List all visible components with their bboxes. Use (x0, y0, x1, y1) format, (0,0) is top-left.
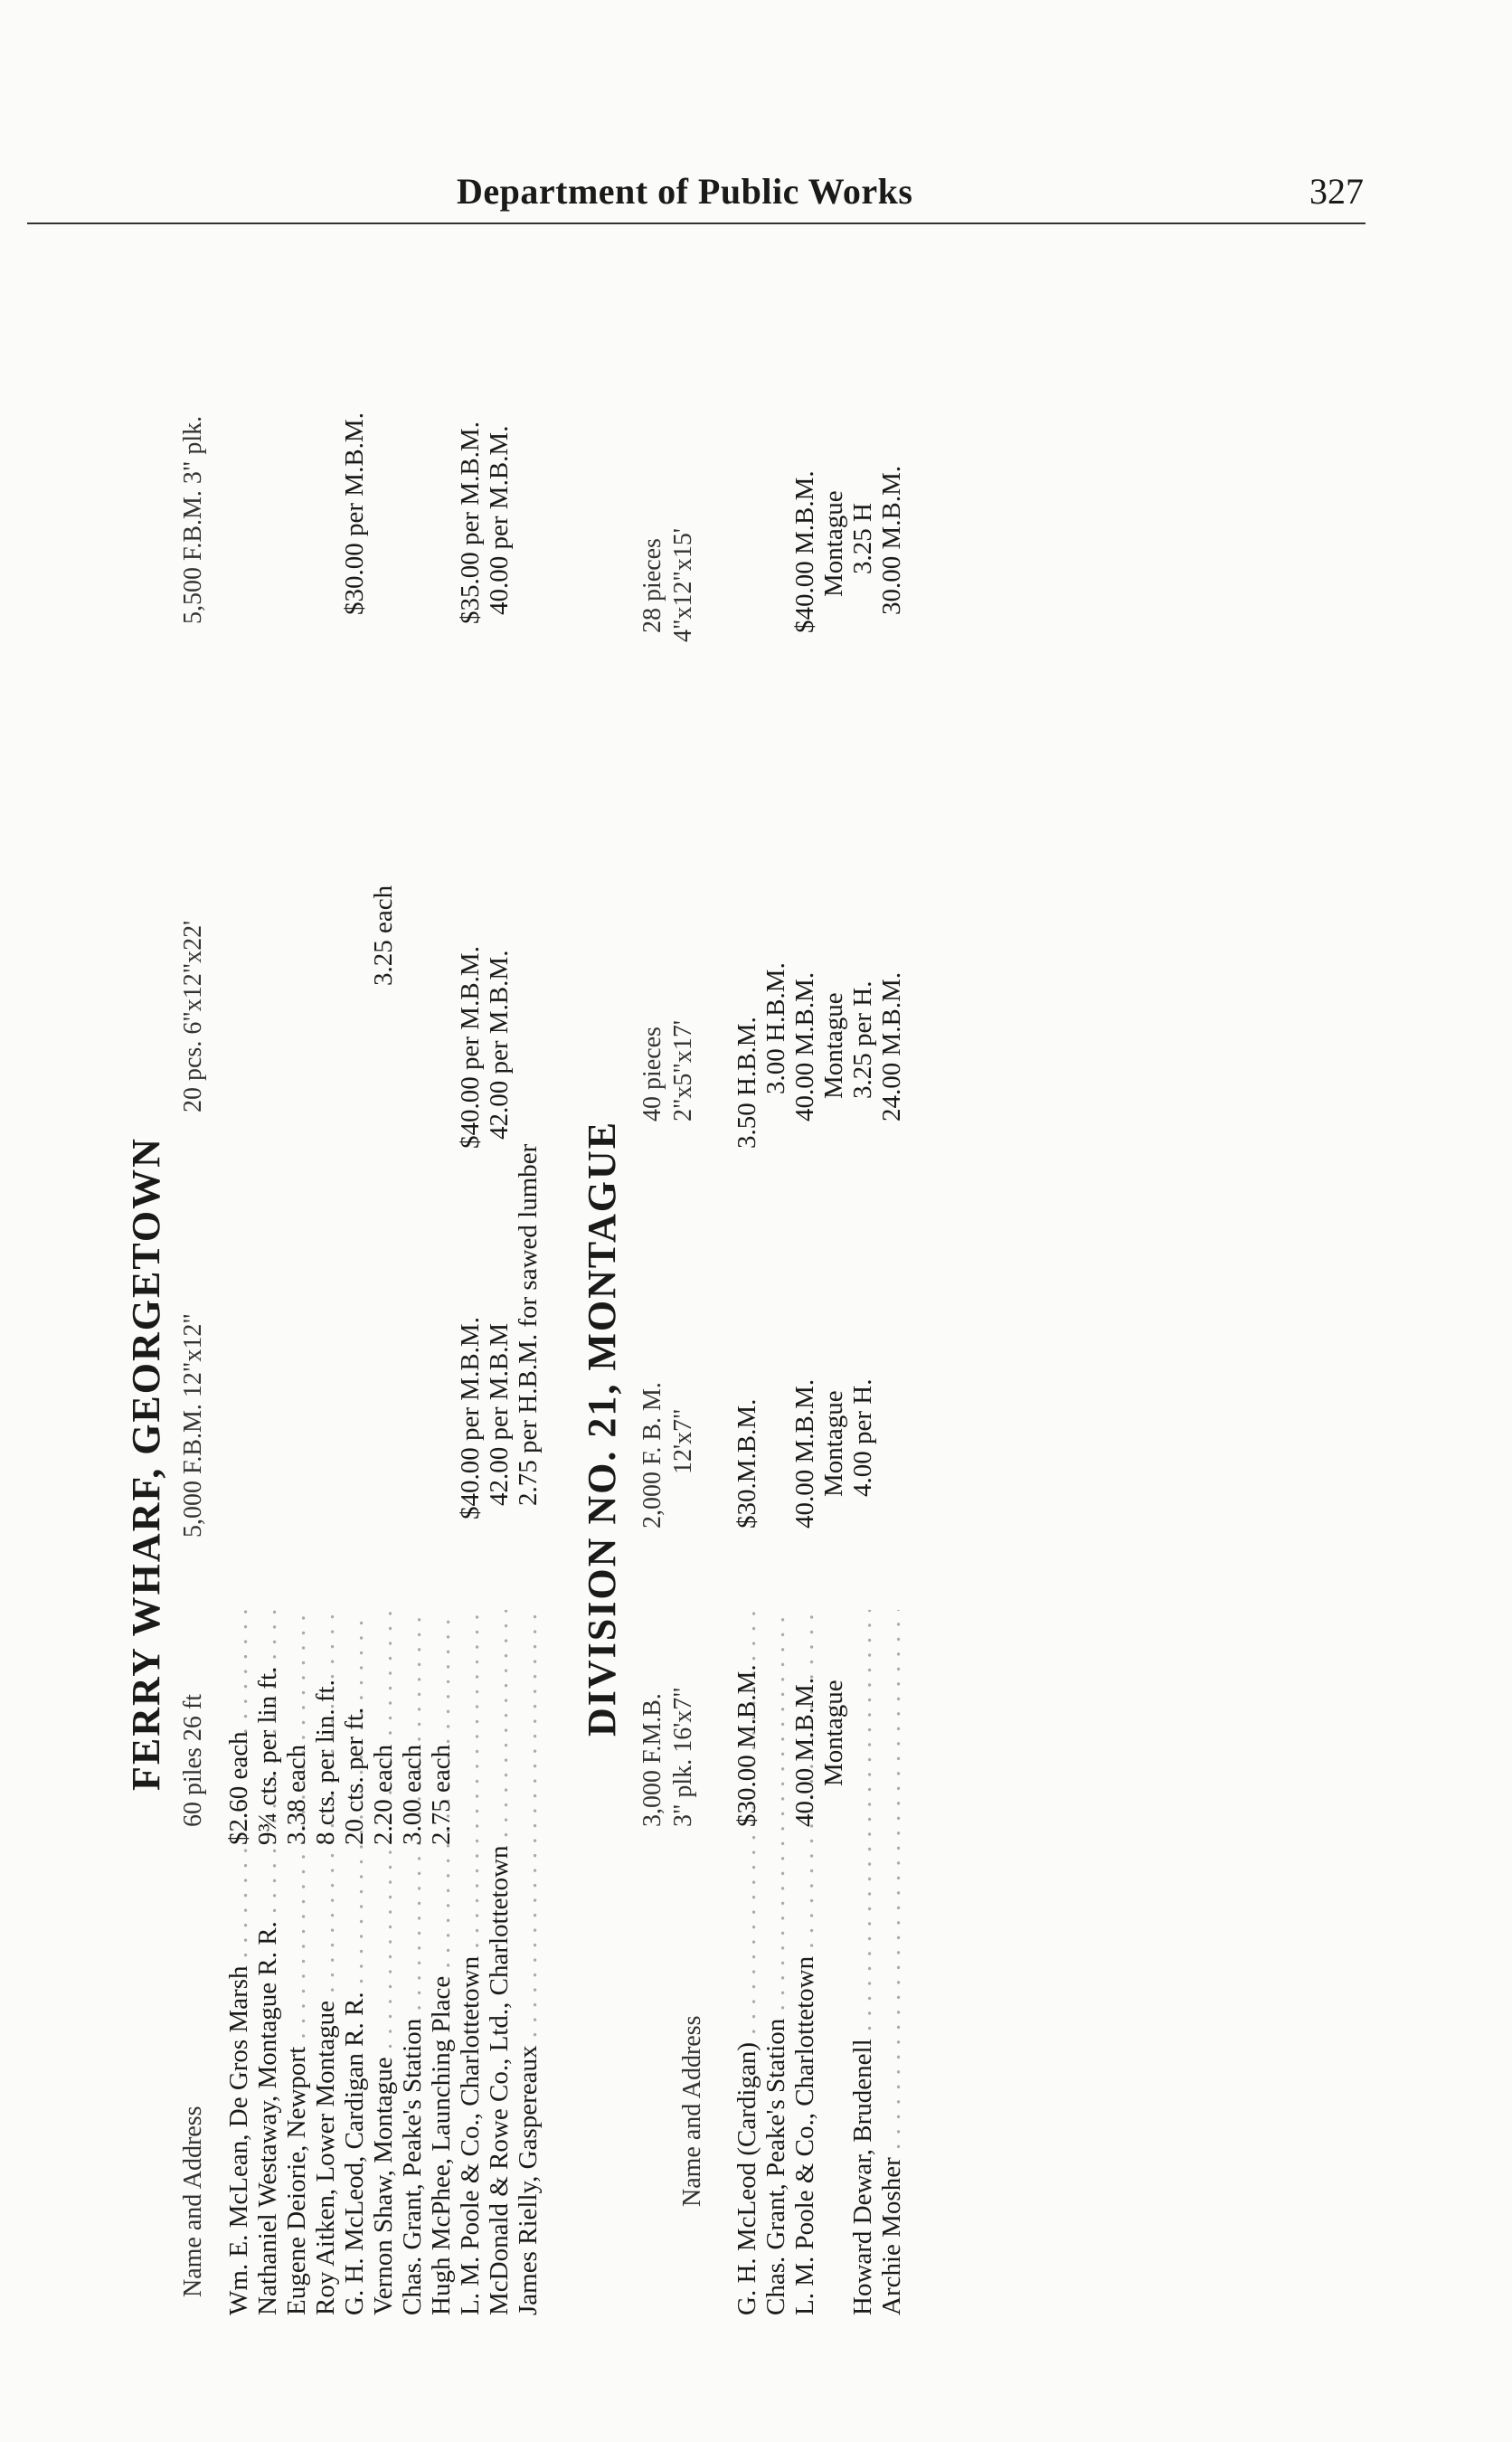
page-number: 327 (1309, 171, 1364, 212)
row-col-1: 9¾ cts. per lin ft. (253, 1666, 282, 1845)
row-name: Nathaniel Westaway, Montague R. R. . . . (253, 1610, 282, 2315)
col-header-2a: 2,000 F. B. M. (638, 1382, 666, 1529)
row-name: Roy Aitken, Lower Montague . . . (311, 1610, 340, 2315)
row-col-2: $30.M.B.M. (732, 1398, 761, 1529)
row-col-3: 40.00 M.B.M. (790, 971, 819, 1122)
row-name: Chas. Grant, Peake's Station . . . (398, 1610, 427, 2315)
row-name: McDonald & Rowe Co., Ltd., Charlottetown . . . (485, 1610, 514, 2315)
col-header-4: 5,500 F.B.M. 3" plk. (179, 415, 207, 624)
col-header-4a: 28 pieces (638, 538, 666, 633)
row-col-4: $35.00 per M.B.M. (456, 421, 485, 624)
row-col-1-line2: Montague (819, 1680, 848, 1786)
row-name: L. M. Poole & Co., Charlottetown . . . (790, 1610, 819, 2315)
row-col-1: $2.60 each (224, 1731, 253, 1845)
row-col-4-line2: Montague (819, 490, 848, 597)
col-header-3: 20 pcs. 6"x12"x22' (179, 920, 207, 1112)
row-col-4-line3: 3.25 H (848, 503, 877, 574)
row-col-3: 42.00 per M.B.M. (485, 950, 514, 1140)
row-col-4: $40.00 M.B.M. (790, 470, 819, 633)
row-col-1: 40.00 M.B.M. (790, 1677, 819, 1827)
row-name: Wm. E. McLean, De Gros Marsh . . . (224, 1610, 253, 2315)
col-header-1: 60 piles 26 ft (179, 1694, 207, 1827)
col-header-2: 5,000 F.B.M. 12"x12" (179, 1313, 207, 1538)
col-header-1a: 3,000 F.M.B. (638, 1693, 666, 1827)
row-col-4: 40.00 per M.B.M. (485, 425, 514, 615)
row-col-1: 2.75 each (427, 1744, 456, 1845)
page-header (0, 163, 1512, 235)
row-col-2: 2.75 per H.B.M. for sawed lumber (514, 1143, 543, 1506)
col-header-3b: 2"x5"x17' (669, 1020, 697, 1122)
section-title: FERRY WHARF, GEORGETOWN (124, 1137, 168, 1791)
row-col-2: 42.00 per M.B.M (485, 1322, 514, 1506)
row-col-3: 3.00 H.B.M. (761, 962, 790, 1094)
row-col-1: $30.00 M.B.M. (732, 1664, 761, 1827)
row-col-1: 3.38 each (282, 1744, 311, 1845)
row-col-3: 24.00 M.B.M. (877, 971, 906, 1122)
col-header-3a: 40 pieces (638, 1027, 666, 1122)
row-name: L. M. Poole & Co., Charlottetown . . . (456, 1610, 485, 2315)
col-header-2b: 12'x7" (669, 1408, 697, 1474)
rotated-table-body (118, 235, 1384, 2315)
col-header-name: Name and Address (179, 2106, 207, 2297)
row-col-2: 40.00 M.B.M. (790, 1378, 819, 1529)
row-name: Eugene Deiorie, Newport . . . (282, 1610, 311, 2315)
row-name: Vernon Shaw, Montague . . . (369, 1610, 398, 2315)
row-col-3: $40.00 per M.B.M. (456, 946, 485, 1149)
page-title: Department of Public Works (457, 171, 913, 212)
col-header-4b: 4"x12"x15' (669, 528, 697, 642)
row-col-1: 20 cts. per ft. (340, 1707, 369, 1845)
row-name: G. H. McLeod, Cardigan R. R. . . . (340, 1610, 369, 2315)
row-col-2: $40.00 per M.B.M. (456, 1317, 485, 1519)
row-col-4: 30.00 M.B.M. (877, 465, 906, 615)
row-col-1: 8 cts. per lin. ft. (311, 1680, 340, 1845)
row-name: Archie Mosher . . . (877, 1610, 906, 2315)
row-name: Chas. Grant, Peake's Station . . . (761, 1610, 790, 2315)
header-rule (27, 222, 1366, 224)
row-col-2-line2: Montague (819, 1390, 848, 1497)
row-col-3-line3: 3.25 per H. (848, 980, 877, 1099)
row-name: James Rielly, Gaspereaux . . . (514, 1610, 543, 2315)
row-col-1: 3.00 each (398, 1744, 427, 1845)
col-header-name: Name and Address (678, 2015, 706, 2207)
row-col-4: $30.00 per M.B.M. (340, 412, 369, 615)
row-col-3-line2: Montague (819, 992, 848, 1099)
section-title: DIVISION NO. 21, MONTAGUE (580, 1120, 624, 1737)
row-name: G. H. McLeod (Cardigan) . . . (732, 1610, 761, 2315)
row-col-3: 3.25 each (369, 885, 398, 986)
row-name: Hugh McPhee, Launching Place . . . (427, 1610, 456, 2315)
row-col-2-line3: 4.00 per H. (848, 1378, 877, 1497)
row-col-1: 2.20 each (369, 1744, 398, 1845)
row-col-3: 3.50 H.B.M. (732, 1017, 761, 1149)
row-name: Howard Dewar, Brudenell . . . (848, 1610, 877, 2315)
col-header-1b: 3" plk. 16'x7" (669, 1687, 697, 1827)
